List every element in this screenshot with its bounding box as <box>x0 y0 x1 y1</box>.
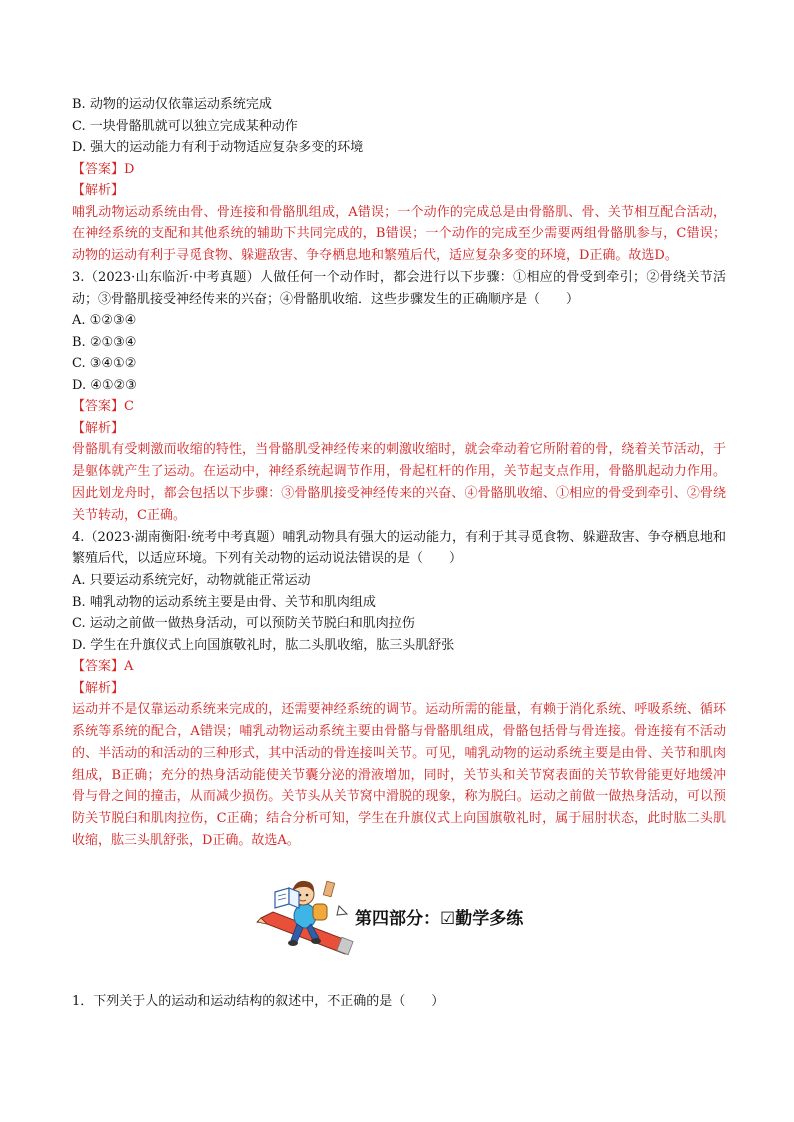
q2-option-b: B. 动物的运动仅依靠运动系统完成 <box>72 97 272 112</box>
q3-option-a: A. ①②③④ <box>72 313 137 329</box>
q2-analysis-label: 【解析】 <box>72 183 125 198</box>
q4-option-c: C. 运动之前做一做热身活动，可以预防关节脱臼和肌肉拉伤 <box>72 616 415 632</box>
q2-analysis: 哺乳动物运动系统由骨、骨连接和骨骼肌组成，A错误；一个动作的完成总是由骨骼肌、骨、关节相互配合活动，在神经系统的支配和其他系统的辅助下共同完成的，B错误；一个动作的完成至少需要两组骨骼肌参与，C错误；动物的运动有利于寻觅食物、躲避敌害、争夺栖息地和繁殖后代，适应复杂多变的环境，D正确。故选D。 <box>72 204 726 264</box>
q4-analysis-label: 【解析】 <box>72 680 125 696</box>
document-body <box>72 94 726 852</box>
q2-option-d: D. 强大的运动能力有利于动物适应复杂多变的环境 <box>72 140 364 155</box>
q3-option-b: B. ②①③④ <box>72 334 137 350</box>
q3-stem: 3.（2023·山东临沂·中考真题）人做任何一个动作时，都会进行以下步骤：①相应的骨受到牵引；②骨绕关节活动；③骨骼肌接受神经传来的兴奋；④骨骼肌收缩．这些步骤发生的正确顺序是（ ） <box>72 269 726 307</box>
practice-question-1: 1．下列关于人的运动和运动结构的叙述中，不正确的是（ ） <box>72 994 445 1009</box>
q4-option-b: B. 哺乳动物的运动系统主要是由骨、关节和肌肉组成 <box>72 594 376 610</box>
q4-option-a: A. 只要运动系统完好，动物就能正常运动 <box>72 573 311 589</box>
q4-analysis: 运动并不是仅靠运动系统来完成的，还需要神经系统的调节。运动所需的能量，有赖于消化系统、呼吸系统、循环系统等系统的配合，A错误；哺乳动物运动系统主要由骨骼与骨骼肌组成，骨骼包括骨与骨连接。骨连接有不活动的、半活动的和活动的三种形式，其中活动的骨连接叫关节。可见，哺乳动物的运动系统主要是由骨、关节和肌肉组成，B正确；充分的热身活动能使关节囊分泌的滑液增加，同时，关节头和关节窝表面的关节软骨能更好地缓冲骨与骨之间的撞击，从而减少损伤。关节头从关节窝中滑脱的现象，称为脱臼。运动之前做一做热身活动，可以预防关节脱臼和肌肉拉伤，C正确；结合分析可知，学生在升旗仪式上向国旗敬礼时，属于屈肘状态，此时肱二头肌收缩，肱三头肌舒张，D正确。故选A。 <box>72 702 726 849</box>
q3-answer: 【答案】C <box>72 399 134 415</box>
q4-stem: 4.（2023·湖南衡阳·统考中考真题）哺乳动物具有强大的运动能力，有利于其寻觅食物、躲避敌害、争夺栖息地和繁殖后代，以适应环境。下列有关动物的运动说法错误的是（ ） <box>72 529 726 567</box>
section-banner <box>255 866 555 956</box>
section-title <box>355 904 523 929</box>
section-title-prefix: 第四部分： <box>355 909 440 929</box>
checkbox-icon: ☑ <box>440 909 456 929</box>
q4-answer: 【答案】A <box>72 659 134 675</box>
q2-answer: 【答案】D <box>72 161 135 177</box>
q3-analysis-label: 【解析】 <box>72 420 125 436</box>
q3-option-c: C. ③④①② <box>72 356 137 372</box>
q2-option-c: C. 一块骨骼肌就可以独立完成某种动作 <box>72 118 298 134</box>
q4-option-d: D. 学生在升旗仪式上向国旗敬礼时，肱二头肌收缩，肱三头肌舒张 <box>72 637 455 653</box>
q3-analysis: 骨骼肌有受刺激而收缩的特性，当骨骼肌受神经传来的刺激收缩时，就会牵动着它所附着的骨，绕着关节活动，于是躯体就产生了运动。在运动中，神经系统起调节作用，骨起杠杆的作用，关节起支点作用，骨骼肌起动力作用。因此划龙舟时，都会包括以下步骤：③骨骼肌接受神经传来的兴奋、④骨骼肌收缩、①相应的骨受到牵引、②骨绕关节转动，C正确。 <box>72 442 726 523</box>
q3-option-d: D. ④①②③ <box>72 377 137 393</box>
section-title-suffix: 勤学多练 <box>455 909 524 929</box>
boy-reading-on-pencil-icon <box>255 866 355 956</box>
